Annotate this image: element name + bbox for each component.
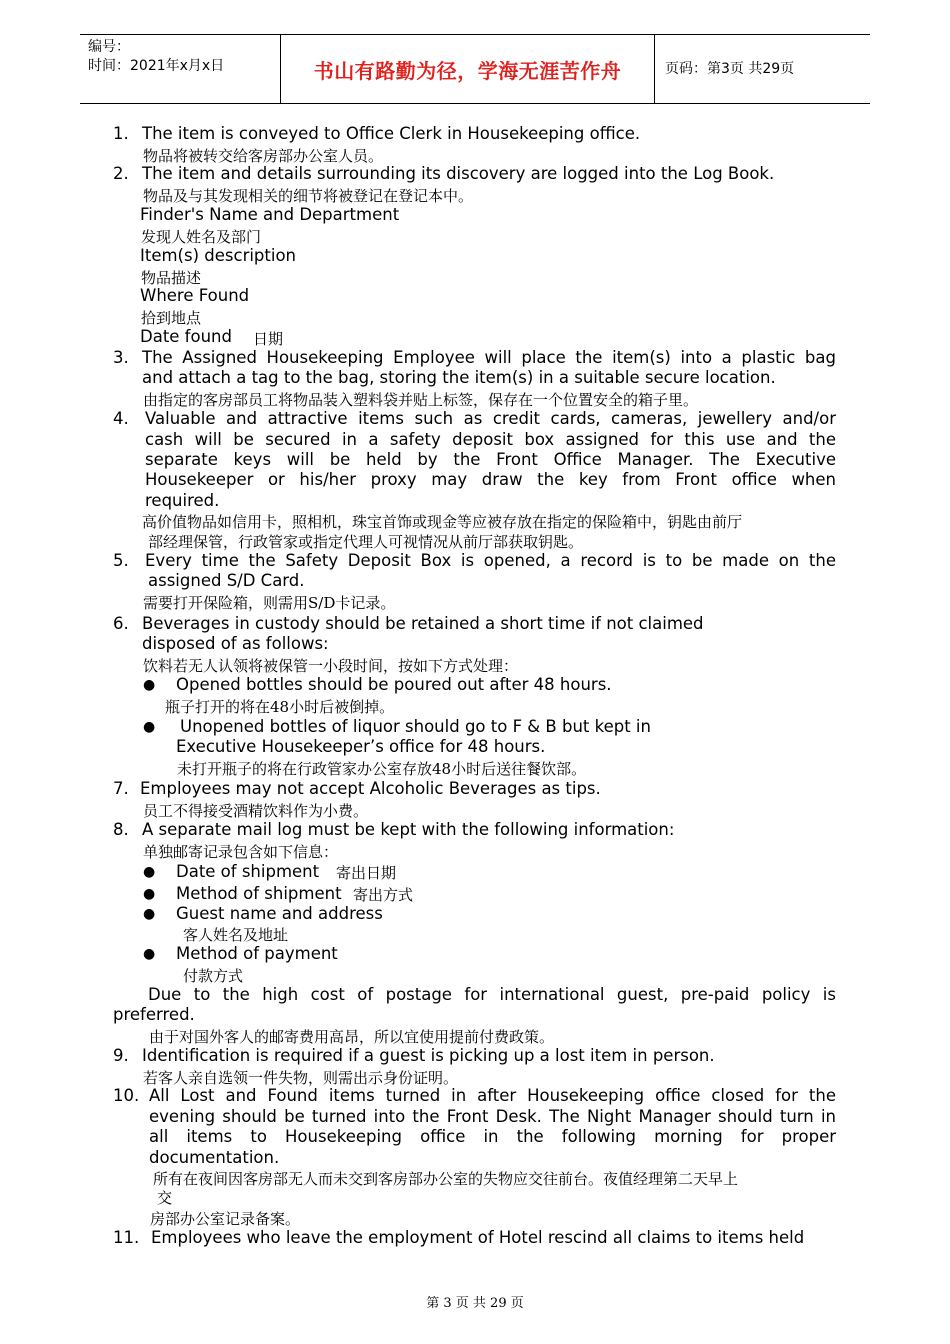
log-field: Item(s) description [140,246,297,265]
item-text: Identification is required if a guest is picking up a lost item in person. [142,1046,715,1065]
item-translation: 若客人亲自选领一件失物，则需出示身份证明。 [143,1069,459,1087]
time-label: 时间：2021年x月x日 [88,58,225,74]
item-text: assigned S/D Card. [148,571,305,590]
item-translation: 饮料若无人认领将被保管一小段时间，按如下方式处理： [143,657,519,675]
log-field-translation: 日期 [253,330,284,348]
item-text: required. [145,491,220,510]
item-translation: 员工不得接受酒精饮料作为小费。 [143,802,369,820]
bullet-translation: 付款方式 [183,967,244,985]
item-number: 8. [113,820,129,839]
bullet-text: Opened bottles should be poured out after 48 hours. [176,675,612,694]
log-field: Finder's Name and Department [140,205,400,224]
bullet-text: Date of shipment [176,862,320,881]
bullet-text: Executive Housekeeper’s office for 48 hours. [176,737,546,756]
item-number: 5. [113,551,129,570]
bullet-icon: ● [143,946,156,962]
motto: 书山有路勤为径，学海无涯苦作舟 [313,58,622,83]
item-number: 2. [113,164,129,183]
item-text: Valuable and attractive items such as credit cards, cameras, jewellery and/or [145,409,836,428]
log-field-translation: 物品描述 [141,269,202,287]
item-text: all items to Housekeeping office in the following morning for proper [149,1127,836,1146]
bullet-translation: 瓶子打开的将在48小时后被倒掉。 [165,698,395,716]
header-info-cell [80,35,281,103]
item-number: 1. [113,124,129,143]
bullet-translation: 寄出方式 [353,886,414,904]
item-translation: 由指定的客房部员工将物品装入塑料袋并贴上标签，保存在一个位置安全的箱子里。 [143,391,699,409]
item-text: Every time the Safety Deposit Box is opened, a record is to be made on the [145,551,836,570]
bullet-icon: ● [143,864,156,880]
item-translation: 物品及与其发现相关的细节将被登记在登记本中。 [143,187,474,205]
page-header [80,34,870,104]
item-number: 10. [113,1086,140,1105]
item-text: disposed of as follows: [142,634,329,653]
header-motto-cell [281,35,655,103]
log-field: Date found [140,327,232,346]
item-text: All Lost and Found items turned in after Housekeeping office closed for the [149,1086,836,1105]
page-footer: 第 3 页 共 29 页 [426,1296,524,1311]
log-field: Where Found [140,286,250,305]
item-text: The item is conveyed to Office Clerk in Housekeeping office. [142,124,641,143]
bullet-text: Guest name and address [176,904,383,923]
item-number: 9. [113,1046,129,1065]
item-text: The Assigned Housekeeping Employee will place the item(s) into a plastic bag [142,348,836,367]
item-number: 6. [113,614,129,633]
bullet-text: Unopened bottles of liquor should go to F & B but kept in [180,717,651,736]
item-translation: 单独邮寄记录包含如下信息： [143,843,339,861]
item-number: 7. [113,779,129,798]
item-text: Employees may not accept Alcoholic Beverages as tips. [140,779,601,798]
item-text: The item and details surrounding its discovery are logged into the Log Book. [142,164,775,183]
bullet-translation: 客人姓名及地址 [183,926,289,944]
item-translation: 所有在夜间因客房部无人而未交到客房部办公室的失物应交往前台。夜值经理第二天早上 [153,1170,739,1188]
item-text: cash will be secured in a safety deposit box assigned for this use and the [145,430,836,449]
bullet-icon: ● [143,906,156,922]
item-number: 11. [113,1228,140,1247]
number-label: 编号： [88,39,130,55]
bullet-text: Method of payment [176,944,338,963]
bullet-translation: 未打开瓶子的将在行政管家办公室存放48小时后送往餐饮部。 [177,760,587,778]
item-text: documentation. [149,1148,280,1167]
item-number: 4. [113,409,129,428]
item-text: Beverages in custody should be retained a short time if not claimed [142,614,704,633]
paragraph-text: preferred. [113,1005,195,1024]
bullet-icon: ● [143,886,156,902]
paragraph-text: Due to the high cost of postage for international guest, pre-paid policy is [148,985,836,1004]
item-translation: 高价值物品如信用卡，照相机，珠宝首饰或现金等应被存放在指定的保险箱中，钥匙由前厅 [142,513,743,531]
item-translation: 需要打开保险箱，则需用S/D卡记录。 [143,594,396,612]
log-field-translation: 发现人姓名及部门 [141,228,262,246]
page-label: 页码：第3页 共29页 [665,60,795,77]
item-text: evening should be turned into the Front Desk. The Night Manager should turn in [149,1107,836,1126]
item-text: separate keys will be held by the Front Office Manager. The Executive [145,450,836,469]
item-text: Housekeeper or his/her proxy may draw the key from Front office when [145,470,836,489]
item-text: and attach a tag to the bag, storing the item(s) in a suitable secure location. [142,368,776,387]
item-translation: 房部办公室记录备案。 [150,1210,301,1228]
bullet-icon: ● [143,719,156,735]
log-field-translation: 拾到地点 [141,309,202,327]
item-text: Employees who leave the employment of Hotel rescind all claims to items held [151,1228,805,1247]
bullet-text: Method of shipment [176,884,342,903]
bullet-icon: ● [143,677,156,693]
bullet-translation: 寄出日期 [336,864,397,882]
item-number: 3. [113,348,129,367]
item-text: A separate mail log must be kept with the following information: [142,820,675,839]
item-translation: 物品将被转交给客房部办公室人员。 [143,147,384,165]
item-translation: 部经理保管，行政管家或指定代理人可视情况从前厅部获取钥匙。 [148,533,584,551]
paragraph-translation: 由于对国外客人的邮寄费用高昂，所以宜使用提前付费政策。 [149,1028,555,1046]
item-translation: 交 [157,1189,173,1207]
header-page-cell [655,35,870,103]
